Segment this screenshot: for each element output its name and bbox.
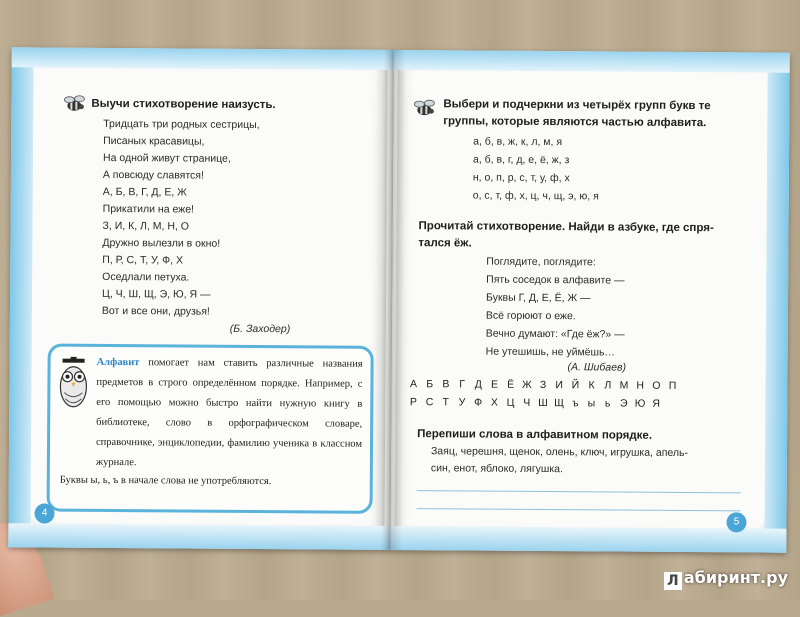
poem-line: Не утешишь, не уймёшь… (485, 345, 615, 359)
letter-group: а, б, в, ж, к, л, м, я (473, 135, 563, 149)
alphabet-letter: Р (409, 396, 417, 409)
alphabet-letter: Г (459, 378, 465, 391)
alphabet-letter: Ц (506, 396, 515, 409)
poem-line: Пять соседок в алфавите — (486, 273, 625, 287)
book-gutter (380, 50, 405, 550)
poem-line: Оседлали петуха. (102, 270, 190, 284)
alphabet-letter: С (425, 396, 434, 409)
alphabet-info-box (47, 344, 374, 514)
page-number-left: 4 (34, 503, 54, 523)
alphabet-letter: З (539, 378, 547, 392)
task2-heading-line2: тался ёж. (418, 237, 472, 250)
letter-group: а, б, в, г, д, е, ё, ж, з (472, 153, 570, 167)
labirint-logo-text: абиринт.ру (683, 568, 788, 587)
alphabet-letter: Й (571, 379, 580, 392)
alphabet-letter: Щ (554, 397, 565, 410)
alphabet-letter: Л (604, 379, 612, 392)
owl-icon (56, 357, 90, 411)
alphabet-letter: Ч (523, 396, 531, 409)
alphabet-letter: Т (442, 396, 450, 409)
right-page-border (764, 53, 789, 553)
letter-group: н, о, п, р, с, т, у, ф, х (472, 171, 570, 185)
poem-line: Писаных красавицы, (103, 134, 205, 148)
letter-groups (473, 133, 600, 206)
alphabet-letter: Ю (634, 397, 646, 410)
alphabet-letter: В (442, 378, 450, 391)
alphabet-letter: О (652, 379, 661, 392)
poem-line: Ц, Ч, Ш, Щ, Э, Ю, Я — (102, 287, 211, 301)
alphabet-definition: помогает нам ставить различные названия предметов в строго определённом порядке. Например, с его помощью можно быстро найти нужную книгу в библиотеке, слово в орфографическом словаре, справочнике, энциклопедии, фамилию ученика в классном журнале. (95, 357, 363, 469)
alphabet-info-text (96, 353, 363, 475)
task1-heading-line2: группы, которые являются частью алфавита. (443, 115, 707, 130)
bee-icon (61, 92, 87, 118)
poem-line: Дружно вылезли в окно! (102, 236, 221, 250)
right-poem (486, 253, 626, 362)
left-task-heading: Выучи стихотворение наизусть. (91, 97, 276, 112)
right-poem-author: (А. Шибаев) (567, 361, 627, 374)
alphabet-letter: И (555, 379, 564, 392)
right-page-bottom-border (390, 526, 786, 553)
alphabet-letter: Б (426, 378, 434, 391)
task3-heading: Перепиши слова в алфавитном порядке. (417, 428, 653, 442)
poem-line: Всё горюют о еже. (485, 309, 576, 323)
poem-line: А повсюду славятся! (102, 168, 204, 182)
alphabet-letter: Ё (507, 378, 515, 391)
alphabet-letter: Ш (538, 396, 548, 410)
alphabet-letter: Ж (521, 378, 532, 391)
alphabet-letter: Е (490, 378, 499, 391)
page-number-right: 5 (726, 512, 746, 532)
poem-line: П, Р, С, Т, У, Ф, Х (102, 253, 184, 267)
poem-line: З, И, К, Л, М, Н, О (102, 219, 189, 233)
alphabet-letter: Х (490, 396, 498, 409)
alphabet-note: Буквы ы, ь, ъ в начале слова не употребляются. (59, 474, 272, 488)
poem-line: На одной живут странице, (102, 151, 231, 165)
poem-line: Вот и все они, друзья! (101, 304, 210, 318)
alphabet-row-1 (405, 378, 680, 392)
left-page-bottom-border (8, 523, 390, 550)
alphabet-letter: Ф (474, 396, 483, 409)
words-line-2: син, енот, яблоко, лягушка. (430, 462, 563, 476)
alphabet-letter: М (619, 379, 629, 392)
alphabet-letter: ь (604, 397, 611, 410)
poem-line: Тридцать три родных сестрицы, (103, 117, 260, 132)
bee-icon (411, 96, 437, 122)
alphabet-letter: К (588, 379, 595, 392)
poem-line: Прикатили на еже! (102, 202, 195, 216)
left-page-top-border (12, 47, 394, 70)
alphabet-letter: ы (587, 397, 596, 410)
poem-line: Поглядите, поглядите: (486, 255, 596, 269)
alphabet-letter: Я (652, 397, 661, 410)
alphabet-letter: У (458, 396, 466, 409)
labirint-logo-letter: Л (664, 572, 682, 590)
poem-line: Буквы Г, Д, Е, Ё, Ж — (486, 291, 591, 305)
words-line-1: Заяц, черешня, щенок, олень, ключ, игрушка, апель- (430, 445, 689, 460)
alphabet-letter: Н (636, 379, 644, 392)
left-poem (102, 116, 260, 321)
task1-heading-line1: Выбери и подчеркни из четырёх групп букв те (443, 98, 711, 113)
poem-line: А, Б, В, Г, Д, Е, Ж (102, 185, 187, 199)
alphabet-letter: Д (474, 378, 482, 391)
letter-group: о, с, т, ф, х, ц, ч, щ, э, ю, я (472, 189, 599, 203)
labirint-watermark (664, 568, 788, 590)
task2-heading-line1: Прочитай стихотворение. Найди в азбуке, где спря- (418, 220, 714, 235)
alphabet-row-2 (405, 396, 664, 410)
poem-line: Вечно думают: «Где ёж?» — (485, 327, 625, 341)
alphabet-term: Алфавит (96, 356, 140, 369)
right-page (390, 50, 789, 553)
alphabet-letter: А (409, 378, 418, 391)
left-poem-author: (Б. Заходер) (229, 322, 291, 336)
book-spread (8, 47, 790, 562)
alphabet-letter: Э (620, 397, 628, 410)
alphabet-letter: П (668, 379, 677, 392)
right-page-top-border (394, 50, 790, 73)
alphabet-letter: ъ (571, 397, 579, 410)
left-page (8, 47, 393, 550)
